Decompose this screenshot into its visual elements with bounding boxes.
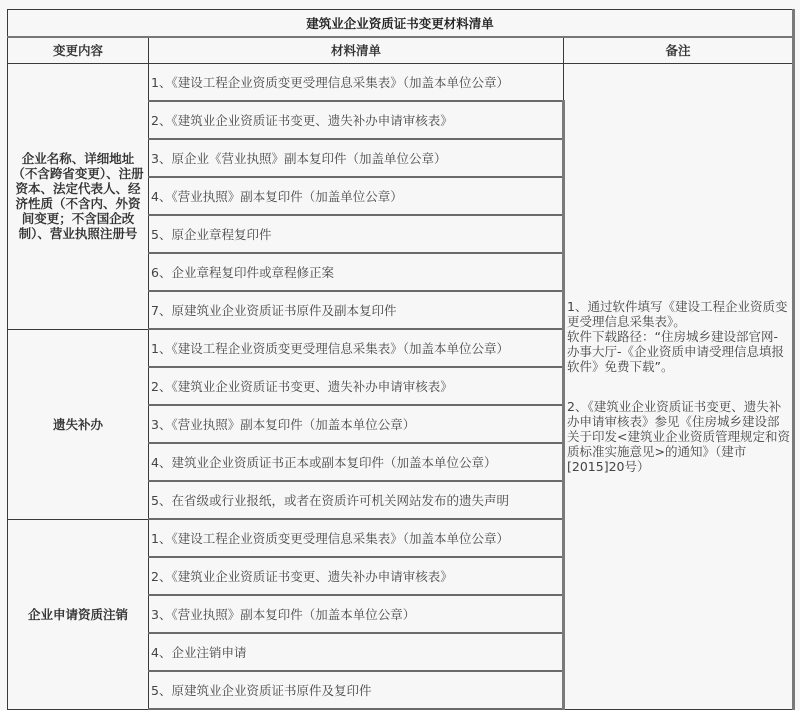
material-item: 1、《建设工程企业资质变更受理信息采集表》（加盖本单位公章）	[149, 519, 564, 557]
remarks-cell	[564, 64, 794, 710]
material-item: 2、《建筑业企业资质证书变更、遗失补办申请审核表》	[149, 367, 564, 405]
material-item: 5、原建筑业企业资质证书原件及复印件	[149, 671, 564, 709]
material-item: 6、企业章程复印件或章程修正案	[149, 253, 564, 291]
category-lost-reissue: 遗失补办	[8, 329, 149, 519]
remark-download-path: 软件下载路径：“住房城乡建设部官网-办事大厅-《企业资质申请受理信息填报软件》免费下载”。	[567, 328, 785, 374]
materials-table	[7, 9, 795, 710]
material-item: 4、《营业执照》副本复印件（加盖单位公章）	[149, 177, 564, 215]
material-item: 4、企业注销申请	[149, 633, 564, 671]
table-title: 建筑业企业资质证书变更材料清单	[8, 10, 794, 38]
category-deregistration: 企业申请资质注销	[8, 519, 149, 709]
table-row	[8, 64, 794, 102]
material-item: 5、原企业章程复印件	[149, 215, 564, 253]
material-item: 1、《建设工程企业资质变更受理信息采集表》（加盖本单位公章）	[149, 329, 564, 367]
header-remarks: 备注	[564, 37, 794, 64]
category-info-change: 企业名称、详细地址（不含跨省变更）、注册资本、法定代表人、经济性质（不含内、外资间变更；不含国企改制）、营业执照注册号	[8, 64, 149, 330]
material-item: 3、《营业执照》副本复印件（加盖本单位公章）	[149, 595, 564, 633]
remark-spacer	[567, 374, 790, 399]
material-item: 3、《营业执照》副本复印件（加盖本单位公章）	[149, 405, 564, 443]
material-item: 4、建筑业企业资质证书正本或副本复印件（加盖本单位公章）	[149, 443, 564, 481]
material-item: 2、《建筑业企业资质证书变更、遗失补办申请审核表》	[149, 557, 564, 595]
material-item: 2、《建筑业企业资质证书变更、遗失补办申请审核表》	[149, 101, 564, 139]
remark-note-1: 1、通过软件填写《建设工程企业资质变更受理信息采集表》。	[567, 298, 788, 329]
header-materials: 材料清单	[149, 37, 564, 64]
header-change-content: 变更内容	[8, 37, 149, 64]
material-item: 5、在省级或行业报纸，或者在资质许可机关网站发布的遗失声明	[149, 481, 564, 519]
material-item: 3、原企业《营业执照》副本复印件（加盖单位公章）	[149, 139, 564, 177]
remark-note-2: 2、《建筑业企业资质证书变更、遗失补办申请审核表》参见《住房城乡建设部关于印发<建筑业企业资质管理规定和资质标准实施意见>的通知》（建市[2015]20号）	[567, 398, 790, 474]
material-item: 7、原建筑业企业资质证书原件及副本复印件	[149, 291, 564, 329]
material-item: 1、《建设工程企业资质变更受理信息采集表》（加盖本单位公章）	[149, 64, 564, 102]
